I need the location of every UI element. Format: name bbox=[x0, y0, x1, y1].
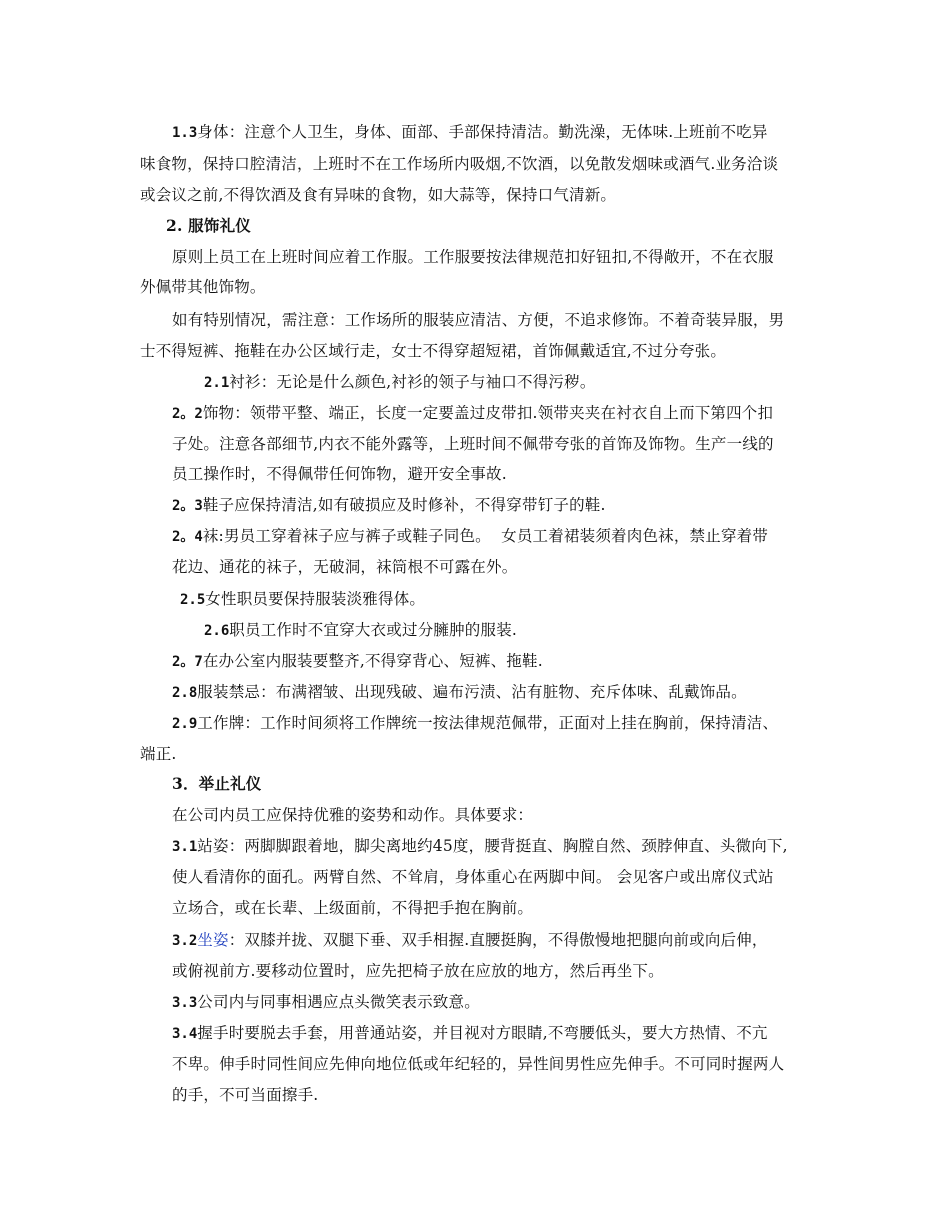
paragraph-text: 服装禁忌：布满褶皱、出现残破、遍布污渍、沾有脏物、充斥体味、乱戴饰品。 bbox=[197, 683, 747, 701]
sitting-posture-link[interactable]: 坐姿 bbox=[197, 931, 229, 949]
paragraph-2-intro-2-line-2: 士不得短裤、拖鞋在办公区域行走，女士不得穿超短裙，首饰佩戴适宜,不过分夸张。 bbox=[140, 342, 727, 360]
paragraph-2-intro-1-line-1: 原则上员工在上班时间应着工作服。工作服要按法律规范扣好钮扣,不得敞开，不在衣服 bbox=[172, 248, 774, 266]
section-2-2-line-3: 员工操作时，不得佩带任何饰物，避开安全事故. bbox=[172, 465, 507, 483]
paragraph-text: 女性职员要保持服装淡雅得体。 bbox=[205, 590, 426, 608]
section-3-4-line-1 bbox=[172, 1022, 768, 1045]
section-3-1-line-1 bbox=[172, 835, 788, 858]
section-number: 2。4 bbox=[172, 529, 203, 545]
paragraph-text: 袜:男员工穿着袜子应与裤子或鞋子同色。 女员工着裙装须着肉色袜，禁止穿着带 bbox=[202, 527, 769, 545]
section-3-2-line-2: 或俯视前方.要移动位置时，应先把椅子放在应放的地方，然后再坐下。 bbox=[172, 962, 664, 980]
section-2-9-line-1 bbox=[172, 712, 778, 735]
section-2-2-line-1 bbox=[172, 402, 773, 425]
paragraph-text: 饰物：领带平整、端正，长度一定要盖过皮带扣.领带夹夹在衬衣自上而下第四个扣 bbox=[202, 404, 774, 422]
section-number: 1.3 bbox=[172, 125, 198, 141]
section-2-8 bbox=[172, 681, 747, 704]
section-number: 2。2 bbox=[172, 406, 203, 422]
section-number: 3.1 bbox=[172, 839, 198, 855]
section-number: 2.5 bbox=[180, 592, 206, 608]
section-2-1 bbox=[204, 371, 596, 394]
paragraph-text: 公司内与同事相遇应点头微笑表示致意。 bbox=[197, 993, 480, 1011]
section-number: 3.3 bbox=[172, 995, 198, 1011]
section-3-1-line-3: 立场合，或在长辈、上级面前，不得把手抱在胸前。 bbox=[172, 899, 534, 917]
section-number: 2。3 bbox=[172, 498, 203, 514]
section-2-4-line-1 bbox=[172, 525, 768, 548]
section-number: 2.9 bbox=[172, 716, 198, 732]
section-number: 3.2 bbox=[172, 933, 198, 949]
section-2-6 bbox=[204, 619, 517, 642]
section-3-4-line-2: 不卑。伸手时同性间应先伸向地位低或年纪轻的，异性间男性应先伸手。不可同时握两人 bbox=[172, 1055, 785, 1073]
paragraph-text: 职员工作时不宜穿大衣或过分臃肿的服装. bbox=[229, 621, 518, 639]
paragraph-2-intro-1-line-2: 外佩带其他饰物。 bbox=[140, 278, 266, 296]
section-2-9-line-2: 端正. bbox=[140, 745, 177, 763]
section-2-4-line-2: 花边、通花的袜子，无破洞，袜筒根不可露在外。 bbox=[172, 558, 518, 576]
section-number: 2。7 bbox=[172, 654, 203, 670]
paragraph-text: 鞋子应保持清洁,如有破损应及时修补，不得穿带钉子的鞋. bbox=[202, 496, 606, 514]
section-number: 2.8 bbox=[172, 685, 198, 701]
section-3-4-line-3: 的手，不可当面擦手. bbox=[172, 1086, 319, 1104]
section-3-3 bbox=[172, 991, 480, 1014]
section-2-5 bbox=[180, 588, 425, 611]
paragraph-3-intro: 在公司内员工应保持优雅的姿势和动作。具体要求： bbox=[172, 806, 534, 824]
paragraph-text: 工作牌：工作时间须将工作牌统一按法律规范佩带，正面对上挂在胸前，保持清洁、 bbox=[197, 714, 779, 732]
paragraph-text: 握手时要脱去手套，用普通站姿，并目视对方眼睛,不弯腰低头，要大方热情、不亢 bbox=[197, 1024, 768, 1042]
paragraph-2-intro-2-line-1: 如有特别情况，需注意：工作场所的服装应清洁、方便，不追求修饰。不着奇装异服，男 bbox=[172, 311, 785, 329]
section-1-3-line-1 bbox=[172, 121, 768, 144]
section-1-3-line-2: 味食物，保持口腔清洁，上班时不在工作场所内吸烟,不饮酒，以免散发烟味或酒气.业务洽谈 bbox=[140, 155, 779, 173]
paragraph-text: ：双膝并拢、双腿下垂、双手相握.直腰挺胸，不得傲慢地把腿向前或向后伸， bbox=[228, 931, 768, 949]
section-2-7 bbox=[172, 650, 543, 673]
paragraph-text: 身体：注意个人卫生，身体、面部、手部保持清洁。勤洗澡，无体味.上班前不吃异 bbox=[197, 123, 768, 141]
paragraph-text: 在办公室内服装要整齐,不得穿背心、短裤、拖鞋. bbox=[202, 652, 543, 670]
section-number: 2.6 bbox=[204, 623, 230, 639]
section-2-3 bbox=[172, 494, 606, 517]
section-heading-2: 2. 服饰礼仪 bbox=[166, 216, 251, 235]
paragraph-text: 站姿：两脚脚跟着地，脚尖离地约45度，腰背挺直、胸膛自然、颈脖伸直、头微向下, bbox=[197, 837, 788, 855]
section-number: 3.4 bbox=[172, 1026, 198, 1042]
section-3-2-line-1 bbox=[172, 929, 768, 952]
paragraph-text: 衬衫：无论是什么颜色,衬衫的领子与袖口不得污秽。 bbox=[229, 373, 596, 391]
section-heading-3: 3．举止礼仪 bbox=[172, 774, 262, 793]
section-3-1-line-2: 使人看清你的面孔。两臂自然、不耸肩，身体重心在两脚中间。 会见客户或出席仪式站 bbox=[172, 868, 774, 886]
section-2-2-line-2: 子处。注意各部细节,内衣不能外露等，上班时间不佩带夸张的首饰及饰物。生产一线的 bbox=[172, 435, 774, 453]
section-1-3-line-3: 或会议之前,不得饮酒及食有异味的食物，如大蒜等，保持口气清新。 bbox=[140, 186, 617, 204]
section-number: 2.1 bbox=[204, 375, 230, 391]
